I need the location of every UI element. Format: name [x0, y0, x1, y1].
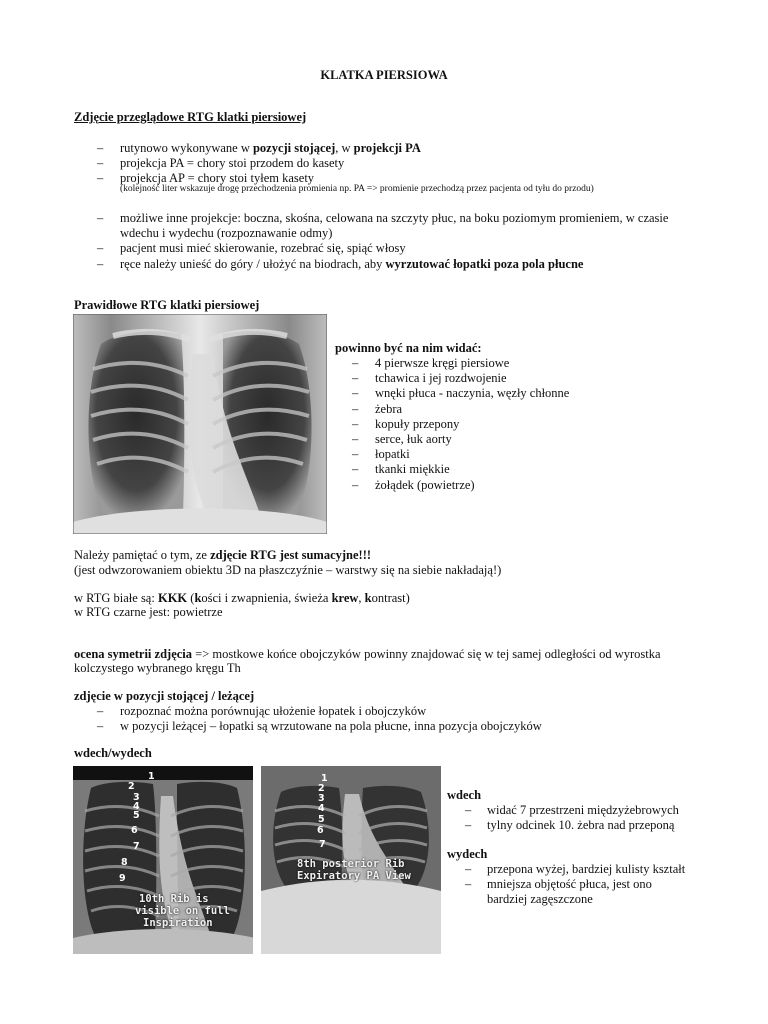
inspiration-caption-line: Inspiration — [143, 917, 213, 929]
inspiration-caption-line: visible on full — [135, 905, 230, 917]
text: ręce należy unieść do góry / ułożyć na biodrach, aby — [120, 257, 386, 271]
bold-text: wyrzutować łopatki poza pola płucne — [385, 257, 584, 271]
rib-number: 3 — [133, 792, 140, 803]
bullet-dash: – — [352, 432, 359, 446]
bullet-dash: – — [465, 862, 472, 876]
rib-number: 7 — [319, 839, 326, 850]
text: , w — [335, 141, 354, 155]
list-item: rozpoznać można porównując ułożenie łopatek i obojczyków — [120, 704, 427, 718]
bullet-dash: – — [465, 803, 472, 817]
rib-number: 4 — [318, 803, 325, 814]
bullet-dash: – — [97, 141, 104, 155]
rib-number: 2 — [128, 781, 135, 792]
bullet-dash: – — [352, 401, 359, 416]
list-item: w pozycji leżącej – łopatki są wrzutowane na pola płucne, inna pozycja obojczyków — [120, 719, 542, 733]
bold-text: krew — [331, 591, 359, 605]
visible-item: żołądek (powietrze) — [375, 477, 475, 492]
visible-item: kopuły przepony — [375, 416, 460, 431]
paragraph-summation-note: (jest odwzorowaniem obiektu 3D na płaszczyźnie – warstwy się na siebie nakładają!) — [74, 563, 502, 577]
bold-text: KKK — [157, 591, 188, 605]
wdech-heading: wdech — [447, 788, 482, 802]
section-heading-position: zdjęcie w pozycji stojącej / leżącej — [74, 689, 255, 703]
bullet-dash: – — [465, 877, 472, 891]
bold-text: k — [364, 591, 372, 605]
text: ości i zwapnienia, świeża — [201, 591, 332, 605]
bullet-dash: – — [352, 462, 359, 477]
list-item: przepona wyżej, bardziej kulisty kształt — [487, 862, 686, 876]
list-item: tylny odcinek 10. żebra nad przeponą — [487, 818, 675, 832]
document-title: KLATKA PIERSIOWA — [320, 68, 448, 82]
bold-text: pozycji stojącej — [252, 141, 336, 155]
bold-text: zdjęcie RTG jest sumacyjne!!! — [210, 548, 372, 562]
text: Należy pamiętać o tym, ze — [74, 548, 211, 562]
bullet-dash: – — [97, 241, 104, 255]
bold-text: k — [194, 591, 202, 605]
list-item: widać 7 przestrzeni międzyżebrowych — [487, 803, 679, 817]
list-item: projekcja AP = chory stoi tyłem kasety — [120, 171, 315, 185]
wydech-heading: wydech — [447, 847, 488, 861]
bold-text: ocena symetrii zdjęcia — [74, 647, 193, 661]
list-item-cont: wdechu i wydechu (rozpoznawanie odmy) — [120, 226, 333, 240]
visible-item: tchawica i jej rozdwojenie — [375, 371, 507, 386]
visible-item: żebra — [375, 401, 403, 416]
paragraph-summation — [74, 548, 371, 563]
bullet-dash: – — [352, 386, 359, 401]
list-item: pacjent musi mieć skierowanie, rozebrać się, spiąć włosy — [120, 241, 406, 255]
bullet-dash: – — [97, 719, 104, 733]
rib-number: 6 — [317, 825, 324, 836]
list-item-cont: bardziej zagęszczone — [487, 892, 593, 906]
paragraph-white — [74, 591, 410, 606]
visible-item: tkanki miękkie — [375, 462, 450, 477]
chest-xray-image — [73, 314, 327, 534]
bullet-dash: – — [352, 416, 359, 431]
list-item — [120, 257, 583, 272]
section-heading-breathing: wdech/wydech — [74, 746, 152, 760]
expiration-xray-image — [261, 766, 441, 954]
rib-number: 4 — [133, 801, 140, 812]
text: , — [358, 591, 365, 605]
section-heading-overview: Zdjęcie przeglądowe RTG klatki piersiowej — [74, 110, 307, 124]
paragraph-symmetry — [74, 647, 661, 662]
text: ontrast) — [371, 591, 410, 605]
bullet-dash: – — [97, 257, 104, 271]
rib-number: 1 — [321, 773, 328, 784]
rib-number: 3 — [318, 793, 325, 804]
rib-number: 5 — [133, 810, 140, 821]
rib-number: 9 — [119, 873, 126, 884]
rib-number: 5 — [318, 814, 325, 825]
visible-item: 4 pierwsze kręgi piersiowe — [375, 356, 510, 370]
section-heading-normal-rtg: Prawidłowe RTG klatki piersiowej — [74, 298, 260, 312]
paragraph-symmetry-cont: kolczystego wybranego kręgu Th — [74, 661, 241, 675]
visible-item: łopatki — [375, 447, 410, 462]
rib-number: 7 — [133, 841, 140, 852]
text: rutynowo wykonywane w — [120, 141, 253, 155]
bold-text: projekcji PA — [353, 141, 421, 155]
bullet-dash: – — [97, 171, 104, 185]
bullet-dash: – — [352, 371, 359, 386]
paragraph-black: w RTG czarne jest: powietrze — [74, 605, 223, 619]
text: => mostkowe końce obojczyków powinny znajdować się w tej samej odległości od wyrostka — [192, 647, 661, 661]
text: w RTG białe są: — [74, 591, 158, 605]
visible-item: serce, łuk aorty — [375, 432, 452, 446]
bullet-dash: – — [352, 356, 359, 370]
rib-number: 1 — [148, 771, 155, 782]
list-note: (kolejność liter wskazuje drogę przechodzenia promienia np. PA => promienie przechodzą przez pacjenta od tyłu do przodu) — [120, 184, 594, 194]
expiration-caption-line: 8th posterior Rib — [297, 858, 405, 870]
bullet-dash: – — [352, 447, 359, 462]
inspiration-caption-line: 10th Rib is — [139, 893, 209, 905]
rib-number: 8 — [121, 857, 128, 868]
bullet-dash: – — [97, 211, 104, 225]
rib-number: 6 — [131, 825, 138, 836]
list-item: mniejsza objętość płuca, jest ono — [487, 877, 652, 891]
list-item — [120, 141, 421, 156]
visible-item: wnęki płuca - naczynia, węzły chłonne — [375, 386, 570, 401]
bullet-dash: – — [97, 156, 104, 170]
bullet-dash: – — [97, 704, 104, 718]
bullet-dash: – — [352, 477, 359, 492]
bullet-dash: – — [465, 818, 472, 832]
rib-number: 2 — [318, 783, 325, 794]
expiration-caption-line: Expiratory PA View — [297, 870, 411, 882]
visible-items-intro: powinno być na nim widać: — [335, 341, 482, 355]
inspiration-xray-image — [73, 766, 255, 954]
list-item: możliwe inne projekcje: boczna, skośna, celowana na szczyty płuc, na boku poziomym promieniem, w czasie — [120, 211, 669, 225]
text: ( — [187, 591, 195, 605]
list-item: projekcja PA = chory stoi przodem do kasety — [120, 156, 345, 170]
